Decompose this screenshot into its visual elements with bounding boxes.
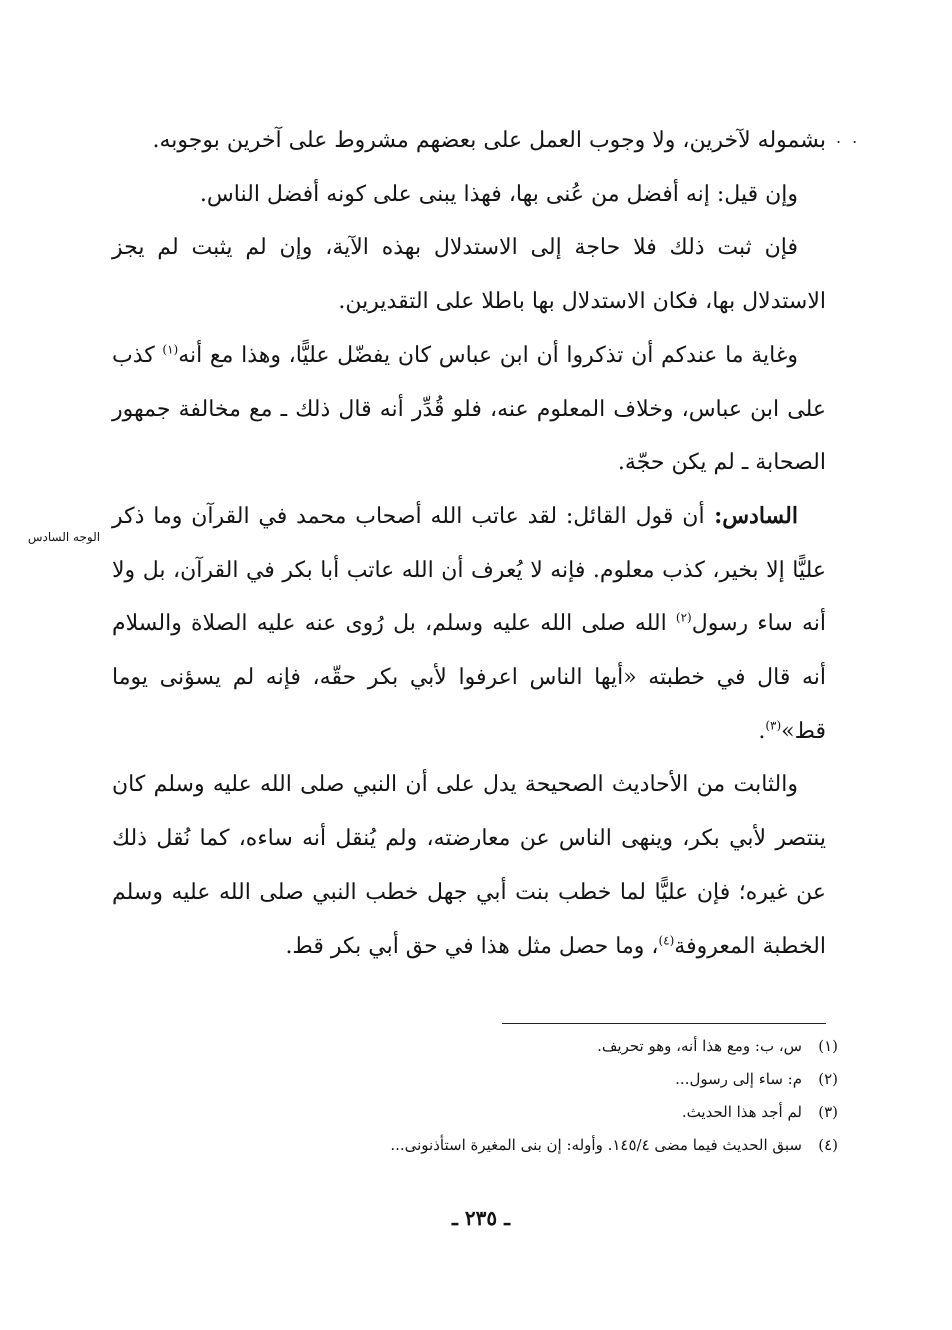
page-number: ـ ٢٣٥ ـ <box>452 1206 510 1230</box>
footnote <box>240 1063 838 1096</box>
paragraph <box>112 114 826 168</box>
footnote-number: (٣) <box>818 1103 838 1121</box>
text-run: فإن ثبت ذلك فلا حاجة إلى الاستدلال بهذه الآية، وإن لم يثبت لم يجز الاستدلال بها، فكان الاستدلال بها باطلا على التقديرين. <box>112 235 826 315</box>
footnote-number: (١) <box>818 1037 838 1055</box>
top-margin-marks: . . <box>836 128 861 147</box>
text-run: أن قول القائل: لقد عاتب الله أصحاب محمد في القرآن وما ذكر عليًّا إلا بخير، كذب معلوم. فإنه لا يُعرف أن الله عاتب أبا بكر في القرآن، بل ولا أنه ساء رسول <box>112 503 826 637</box>
text-run: وإن قيل: إنه أفضل من عُنى بها، فهذا يبنى على كونه أفضل الناس. <box>199 181 798 207</box>
footnote-reference: (٤) <box>658 933 675 948</box>
text-run: الله صلى الله عليه وسلم، بل رُوى عنه عليه الصلاة والسلام أنه قال في خطبته «أيها الناس اعرفوا لأبي بكر حقّه، فإنه لم يسؤنى يوما قط» <box>112 611 826 744</box>
footnote <box>240 1096 838 1129</box>
footnote-number: (٤) <box>818 1136 838 1154</box>
footnote-text: م: ساء إلى رسول... <box>675 1070 802 1088</box>
paragraph <box>112 490 826 759</box>
footnote-reference: (٢) <box>675 611 692 625</box>
section-heading: السادس: <box>704 502 798 529</box>
footnote-reference: (٣) <box>765 718 782 733</box>
footnote-divider <box>502 1023 826 1024</box>
footnote-reference: (١) <box>162 342 179 357</box>
text-run: ، وما حصل مثل هذا في حق أبي بكر قط. <box>285 933 659 959</box>
text-run: والثابت من الأحاديث الصحيحة يدل على أن النبي صلى الله عليه وسلم كان ينتصر لأبي بكر، وينهى الناس عن معارضته، ولم يُنقل أنه ساءه، كما نُقل ذلك عن غيره؛ فإن عليًّا لما خطب بنت أبي جهل خطب النبي صلى الله عليه وسلم الخطبة المعروفة <box>112 772 826 959</box>
paragraph <box>112 221 826 328</box>
main-text <box>112 114 826 973</box>
paragraph <box>112 329 826 490</box>
footnote-text: سبق الحديث فيما مضى ١٤٥/٤. وأوله: إن بنى المغيرة استأذنونى... <box>390 1136 802 1154</box>
footnote-text: لم أجد هذا الحديث. <box>681 1103 802 1121</box>
footnote-text: س، ب: ومع هذا أنه، وهو تحريف. <box>597 1037 802 1055</box>
paragraph <box>112 168 826 222</box>
footnote <box>240 1030 838 1063</box>
footnote-number: (٢) <box>818 1070 838 1088</box>
paragraph <box>112 758 826 973</box>
margin-note: الوجه السادس <box>27 530 101 544</box>
text-run: كذب على ابن عباس، وخلاف المعلوم عنه، فلو قُدِّر أنه قال ذلك ـ مع مخالفة جمهور الصحابة ـ لم يكن حجّة. <box>112 342 826 476</box>
text-run: . <box>758 718 766 744</box>
footnotes <box>240 1030 838 1162</box>
text-run: وغاية ما عندكم أن تذكروا أن ابن عباس كان يفضّل عليًّا، وهذا مع أنه <box>178 342 798 368</box>
footnote <box>240 1129 838 1162</box>
text-run: بشموله لآخرين، ولا وجوب العمل على بعضهم مشروط على آخرين بوجوبه. <box>152 128 826 153</box>
